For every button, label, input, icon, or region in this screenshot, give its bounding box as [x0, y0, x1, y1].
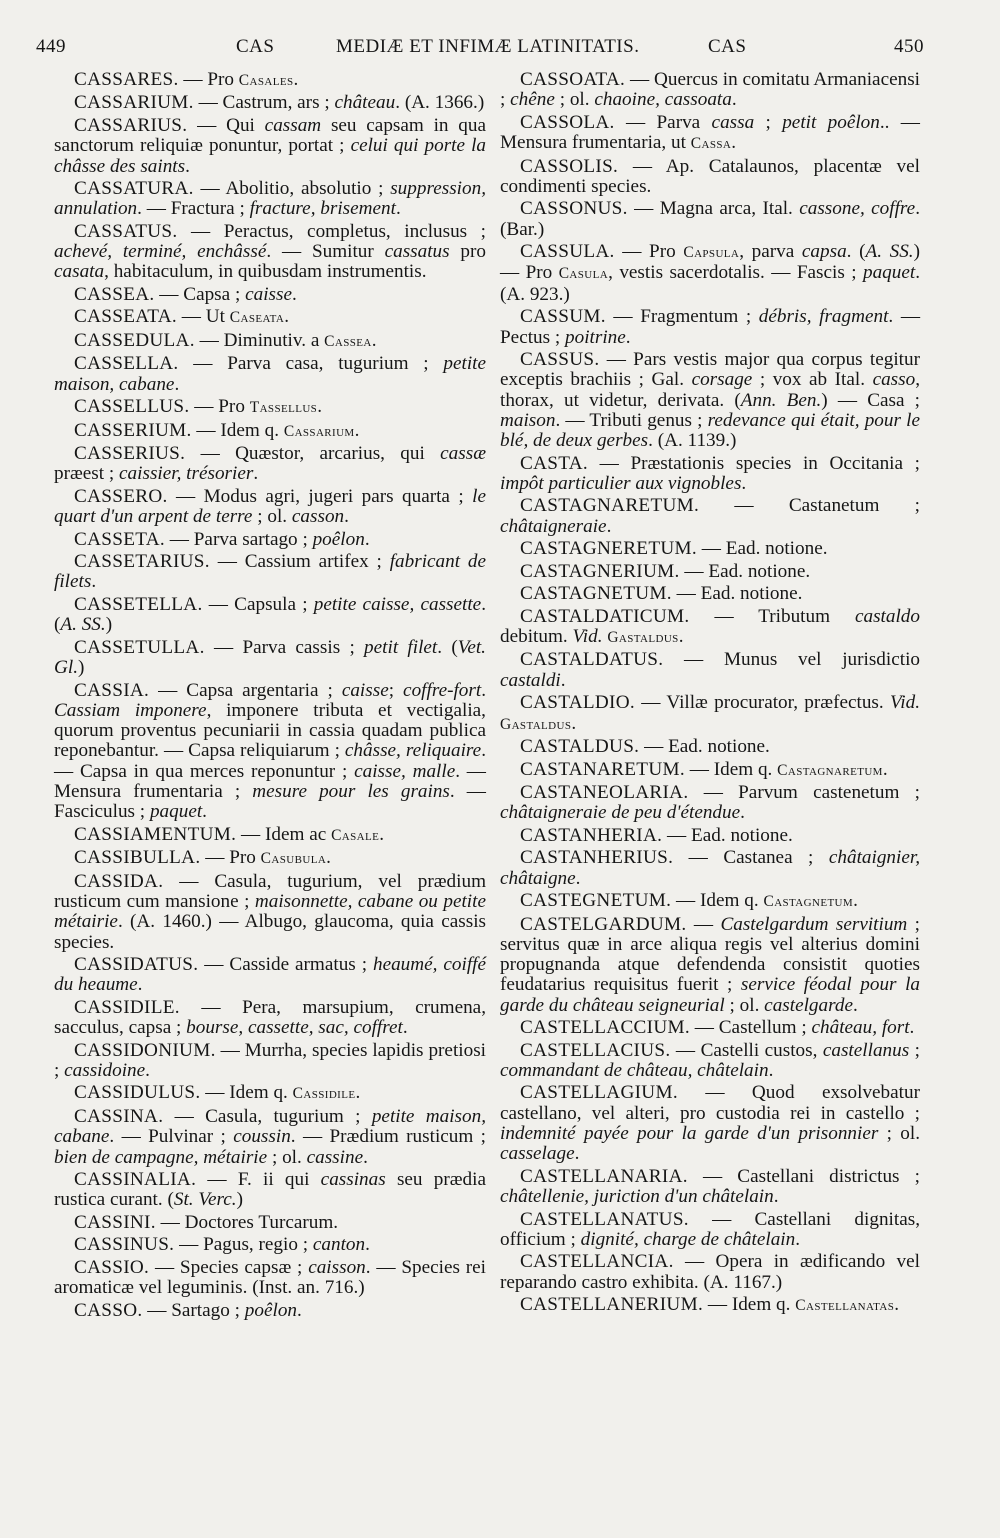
- book-title: MEDIÆ ET INFIMÆ LATINITATIS.: [336, 36, 640, 57]
- dictionary-entry: CASSINUS. — Pagus, regio ; canton.: [74, 1234, 370, 1256]
- dictionary-entry: CASSIDONIUM. — Murrha, species lapidis pretiosi ; cassidoine.: [54, 1039, 486, 1081]
- dictionary-entry: CASTELLANATUS. — Castellani dignitas, officium ; dignité, charge de châtelain.: [500, 1208, 920, 1250]
- dictionary-entry: CASTELGARDUM. — Castelgardum servitium ; servitus quæ in arce aliqua regis vel alterius domini propugnanda atque defendenda consistit quoties feudatarius requisitus fuerit ; service féodal pour la garde du château seigneurial ; ol. castelgarde.: [500, 913, 920, 1016]
- left-guide-word: CAS: [236, 36, 275, 57]
- dictionary-entry: CASSULA. — Pro Capsula, parva capsa. (A. SS.) — Pro Casula, vestis sacerdotalis. — Fascis ; paquet. (A. 923.): [500, 241, 921, 305]
- right-guide-word: CAS: [708, 36, 747, 57]
- dictionary-entry: CASTAGNETUM. — Ead. notione.: [520, 583, 803, 605]
- dictionary-entry: CASSO. — Sartago ; poêlon.: [74, 1299, 302, 1321]
- dictionary-entry: CASSINA. — Casula, tugurium ; petite maison, cabane. — Pulvinar ; coussin. — Prædium rusticum ; bien de campagne, métairie ; ol. cassine.: [54, 1105, 487, 1168]
- dictionary-entry: CASSIAMENTUM. — Idem ac Casale.: [74, 823, 385, 845]
- dictionary-entry: CASSATUS. — Peractus, completus, inclusus ; achevé, terminé, enchâssé. — Sumitur cassatus pro casata, habitaculum, in quibusdam instrumentis.: [54, 220, 486, 283]
- dictionary-entry: CASTALDUS. — Ead. notione.: [520, 736, 770, 758]
- dictionary-entry: CASTEGNETUM. — Idem q. Castagnetum.: [520, 890, 858, 912]
- dictionary-entry: CASTAGNARETUM. — Castanetum ; châtaigneraie.: [500, 495, 920, 537]
- dictionary-entry: CASSEA. — Capsa ; caisse.: [74, 283, 297, 305]
- dictionary-entry: CASTANHERIUS. — Castanea ; châtaignier, châtaigne.: [500, 847, 920, 889]
- dictionary-entry: CASSARIUM. — Castrum, ars ; château. (A. 1366.): [74, 92, 485, 114]
- dictionary-entry: CASTAGNERIUM. — Ead. notione.: [520, 560, 811, 582]
- dictionary-entry: CASSOATA. — Quercus in comitatu Armaniacensi ; chêne ; ol. chaoine, cassoata.: [500, 69, 920, 111]
- dictionary-entry: CASSETELLA. — Capsula ; petite caisse, cassette. (A. SS.): [54, 593, 486, 636]
- dictionary-entry: CASSIDILE. — Pera, marsupium, crumena, sacculus, capsa ; bourse, cassette, sac, coffret.: [54, 996, 486, 1039]
- dictionary-entry: CASSUM. — Fragmentum ; débris, fragment. — Pectus ; poitrine.: [500, 306, 920, 348]
- dictionary-entry: CASSIBULLA. — Pro Casubula.: [74, 847, 331, 869]
- dictionary-entry: CASTAGNERETUM. — Ead. notione.: [520, 538, 828, 560]
- dictionary-entry: CASSINI. — Doctores Turcarum.: [74, 1211, 339, 1233]
- dictionary-entry: CASSIDA. — Casula, tugurium, vel prædium rusticum cum mansione ; maisonnette, cabane ou petite métairie. (A. 1460.) — Albugo, glaucoma, quia cassis species.: [54, 870, 486, 953]
- left-column: [54, 70, 486, 1323]
- dictionary-entry: CASSERO. — Modus agri, jugeri pars quarta ; le quart d'un arpent de terre ; ol. casson.: [54, 485, 486, 528]
- dictionary-entry: CASTALDATICUM. — Tributum castaldo debitum. Vid. Gastaldus.: [500, 605, 920, 647]
- dictionary-entry: CASSARIUS. — Qui cassam seu capsam in qua sanctorum reliquiæ ponuntur, portat ; celui qui porte la châsse des saints.: [54, 114, 487, 177]
- dictionary-entry: CASSINALIA. — F. ii qui cassinas seu prædia rustica curant. (St. Verc.): [54, 1169, 486, 1211]
- dictionary-entry: CASSONUS. — Magna arca, Ital. cassone, coffre. (Bar.): [500, 198, 920, 240]
- dictionary-entry: CASSETULLA. — Parva cassis ; petit filet. (Vet. Gl.): [54, 636, 486, 679]
- dictionary-entry: CASTELLAGIUM. — Quod exsolvebatur castellano, vel alteri, pro custodia rei in castello ; indemnité payée pour la garde d'un prisonnier ; ol. casselage.: [500, 1082, 920, 1165]
- dictionary-entry: CASTELLACCIUM. — Castellum ; château, fort.: [520, 1017, 915, 1039]
- dictionary-entry: CASSUS. — Pars vestis major qua corpus tegitur exceptis brachiis ; Gal. corsage ; vox ab Ital. casso, thorax, ut videtur, derivata. (Ann. Ben.) — Casa ; maison. — Tributi genus ; redevance qui était, pour le blé, de deux gerbes. (A. 1139.): [500, 348, 920, 452]
- dictionary-entry: CASSATURA. — Abolitio, absolutio ; suppression, annulation. — Fractura ; fracture, brisement.: [54, 178, 486, 220]
- dictionary-entry: CASSIA. — Capsa argentaria ; caisse; coffre-fort. Cassiam imponere, imponere tributa et vectigalia, quorum proventus pecuniarii in cassia quadam publica reponebantur. — Capsa reliquiarum ; châsse, reliquaire. — Capsa in qua merces reponuntur ; caisse, malle. — Mensura frumentaria ; mesure pour les grains. — Fasciculus ; paquet.: [54, 679, 486, 823]
- dictionary-entry: CASTANARETUM. — Idem q. Castagnaretum.: [520, 758, 888, 780]
- dictionary-entry: CASSERIUS. — Quæstor, arcarius, qui cassæ præest ; caissier, trésorier.: [54, 443, 486, 485]
- dictionary-entry: CASSEATA. — Ut Caseata.: [74, 306, 289, 328]
- right-column: [500, 70, 920, 1319]
- dictionary-entry: CASSETA. — Parva sartago ; poêlon.: [74, 528, 370, 550]
- dictionary-entry: CASSIDULUS. — Idem q. Cassidile.: [74, 1082, 361, 1104]
- dictionary-entry: CASTANHERIA. — Ead. notione.: [520, 824, 793, 846]
- right-page-number: 450: [894, 36, 924, 57]
- dictionary-entry: CASSOLIS. — Ap. Catalaunos, placentæ vel condimenti species.: [500, 155, 920, 197]
- dictionary-entry: CASSERIUM. — Idem q. Cassarium.: [74, 419, 360, 441]
- dictionary-entry: CASTALDIO. — Villæ procurator, præfectus. Vid. Gastaldus.: [500, 692, 920, 734]
- running-header: [36, 36, 924, 66]
- dictionary-entry: CASSIDATUS. — Casside armatus ; heaumé, coiffé du heaume.: [54, 954, 486, 996]
- dictionary-entry: CASSOLA. — Parva cassa ; petit poêlon.. — Mensura frumentaria, ut Cassa.: [500, 111, 920, 154]
- dictionary-entry: CASSEDULA. — Diminutiv. a Cassea.: [74, 329, 377, 351]
- dictionary-entry: CASTELLANARIA. — Castellani districtus ; châtellenie, juriction d'un châtelain.: [500, 1165, 920, 1208]
- dictionary-entry: CASTA. — Præstationis species in Occitania ; impôt particulier aux vignobles.: [500, 452, 920, 494]
- dictionary-entry: CASSELLA. — Parva casa, tugurium ; petite maison, cabane.: [54, 353, 486, 395]
- dictionary-entry: CASSETARIUS. — Cassium artifex ; fabricant de filets.: [54, 551, 486, 593]
- dictionary-entry: CASTELLACIUS. — Castelli custos, castellanus ; commandant de château, châtelain.: [500, 1039, 920, 1081]
- dictionary-entry: CASSIO. — Species capsæ ; caisson. — Species rei aromaticæ vel leguminis. (Inst. an. 716.): [54, 1256, 486, 1299]
- dictionary-entry: CASTELLANCIA. — Opera in ædificando vel reparando castro exhibita. (A. 1167.): [500, 1251, 920, 1293]
- left-page-number: 449: [36, 36, 66, 57]
- dictionary-entry: CASTELLANERIUM. — Idem q. Castellanatas.: [520, 1294, 900, 1316]
- dictionary-entry: CASSARES. — Pro Casales.: [74, 69, 299, 90]
- dictionary-entry: CASSELLUS. — Pro Tassellus.: [74, 396, 322, 418]
- dictionary-entry: CASTANEOLARIA. — Parvum castenetum ; châtaigneraie de peu d'étendue.: [500, 781, 920, 824]
- dictionary-entry: CASTALDATUS. — Munus vel jurisdictio castaldi.: [500, 649, 920, 691]
